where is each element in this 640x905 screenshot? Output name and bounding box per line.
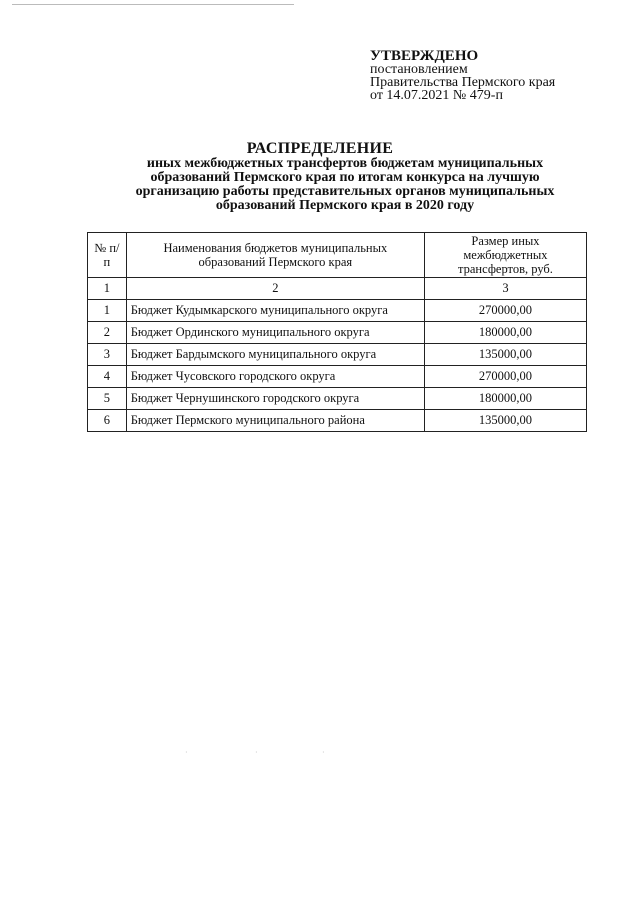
header-num: № п/п <box>88 233 127 278</box>
approval-line-1: постановлением <box>370 62 468 77</box>
row-num: 4 <box>88 366 127 388</box>
document-subtitle: иных межбюджетных трансфертов бюджетам муниципальных образований Пермского края по итогам конкурса на лучшую организацию работы представительных органов муниципальных образований Пермского края в 2020 году <box>135 156 555 213</box>
row-num: 1 <box>88 300 127 322</box>
index-cell: 1 <box>88 278 127 300</box>
table-row <box>88 300 587 322</box>
row-name: Бюджет Чусовского городского округа <box>126 366 424 388</box>
row-name: Бюджет Бардымского муниципального округа <box>126 344 424 366</box>
table-header-row <box>88 233 587 278</box>
index-cell: 2 <box>126 278 424 300</box>
approval-stamp <box>370 50 555 102</box>
row-num: 2 <box>88 322 127 344</box>
approval-line-2: Правительства Пермского края <box>370 75 556 90</box>
row-amount: 270000,00 <box>424 300 586 322</box>
index-cell: 3 <box>424 278 586 300</box>
header-amount: Размер иных межбюджетных трансфертов, руб. <box>424 233 586 278</box>
scan-dot: · <box>322 748 325 757</box>
row-name: Бюджет Пермского муниципального района <box>126 410 424 432</box>
row-name: Бюджет Кудымкарского муниципального округа <box>126 300 424 322</box>
approval-line-3: от 14.07.2021 № 479-п <box>370 88 503 103</box>
table-row <box>88 344 587 366</box>
distribution-table <box>87 232 587 432</box>
scan-dot: · <box>185 748 188 757</box>
row-name: Бюджет Чернушинского городского округа <box>126 388 424 410</box>
scan-dot: · <box>255 748 258 757</box>
row-amount: 180000,00 <box>424 388 586 410</box>
header-name: Наименования бюджетов муниципальных образований Пермского края <box>126 233 424 278</box>
table-row <box>88 388 587 410</box>
row-num: 6 <box>88 410 127 432</box>
scan-top-line <box>12 4 294 5</box>
row-num: 5 <box>88 388 127 410</box>
column-index-row <box>88 278 587 300</box>
row-amount: 135000,00 <box>424 410 586 432</box>
approval-head: УТВЕРЖДЕНО <box>370 48 479 64</box>
table-row <box>88 366 587 388</box>
row-name: Бюджет Ординского муниципального округа <box>126 322 424 344</box>
row-amount: 135000,00 <box>424 344 586 366</box>
document-title: РАСПРЕДЕЛЕНИЕ <box>246 140 394 157</box>
table-row <box>88 322 587 344</box>
row-amount: 180000,00 <box>424 322 586 344</box>
row-amount: 270000,00 <box>424 366 586 388</box>
row-num: 3 <box>88 344 127 366</box>
table-row <box>88 410 587 432</box>
